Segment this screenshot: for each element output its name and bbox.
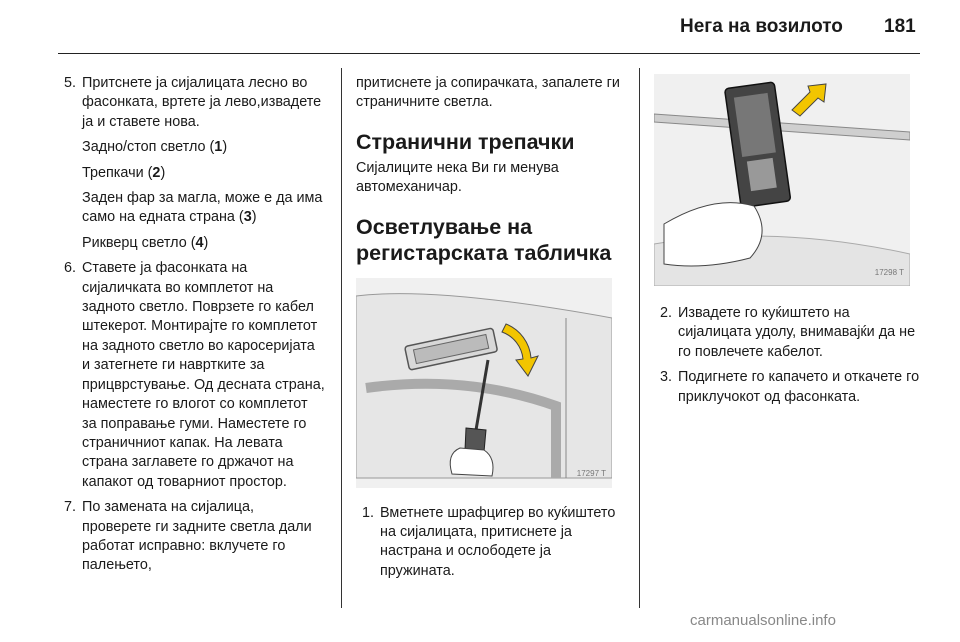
rear-stop-light-item: Задно/стоп светло (1) [82, 139, 228, 156]
step-number: 7. [64, 499, 77, 516]
step-text: Вметнете шрафцигер во куќиштето на сијалицата, притиснете ја настрана и ослободете ја пружината. [380, 504, 616, 579]
column-3 [654, 74, 924, 413]
header-divider [58, 53, 920, 54]
page-number: 181 [884, 16, 916, 37]
section-heading-licence-plate-light: Осветлување на регистарската табличка [356, 214, 612, 265]
running-header-title: Нега на возилото [680, 16, 843, 37]
reverse-light-item: Рикверц светло (4) [82, 234, 209, 251]
step-number: 2. [660, 305, 673, 321]
step-text: Ставете ја фасонката на сијаличката во комплетот на задното светло. Поврзете го кабел штекерот. Монтирајте го комплетот на задното светло во каросеријата и затегнете ги навртките за прицврстување. Од десната страна, наместете го влогот со комплетот за поправање гуми. Наместете го страничниот капак. На левата страна заглавете го држачот на капакот од товарниот простор. [82, 260, 325, 490]
step-2 [654, 304, 924, 362]
step-7 [58, 498, 326, 576]
side-indicators-text: Сијалиците нека Ви ги менува автомеханичар. [356, 159, 559, 196]
watermark-url: carmanualsonline.info [690, 612, 836, 629]
step-number: 6. [64, 260, 77, 277]
figure-screwdriver-illustration [356, 278, 612, 488]
section-heading-side-indicators: Странични трепачки [356, 129, 575, 154]
step-1 [356, 504, 626, 582]
column-divider-left [341, 68, 342, 608]
step-text: Подигнете го капачето и откачете го приклучокот од фасонката. [678, 369, 920, 405]
indicator-item: Трепкачи (2) [82, 164, 166, 181]
figure-code: 17297 T [576, 469, 606, 479]
lamp-housing-illustration [654, 74, 910, 286]
step-3 [654, 368, 924, 407]
step-7-continuation: притиснете ја сопирачката, запалете ги страничните светла. [356, 75, 620, 111]
column-divider-right [639, 68, 640, 608]
step-5 [58, 74, 326, 132]
figure-lamp-housing-illustration [654, 74, 910, 286]
step-number: 5. [64, 75, 77, 91]
step-number: 3. [660, 369, 673, 386]
screwdriver-illustration [356, 278, 612, 488]
step-6 [58, 259, 326, 492]
step-number: 1. [362, 504, 375, 521]
column-2 [356, 74, 626, 587]
step-text: Извадете го куќиштето на сијалицата удолу, внимавајќи да не го повлечете кабелот. [678, 305, 916, 360]
step-text: По замената на сијалица, проверете ги задните светла дали работат исправно: вклучете го палењето, [82, 499, 312, 574]
fog-light-item: Заден фар за магла, може е да има само на едната страна (3) [82, 190, 323, 226]
figure-code: 17298 T [874, 267, 904, 277]
step-text: Притснете ја сијалицата лесно во фасонката, вртете ја лево,извадете ја и ставете нова. [82, 75, 322, 130]
column-1 [58, 74, 326, 582]
